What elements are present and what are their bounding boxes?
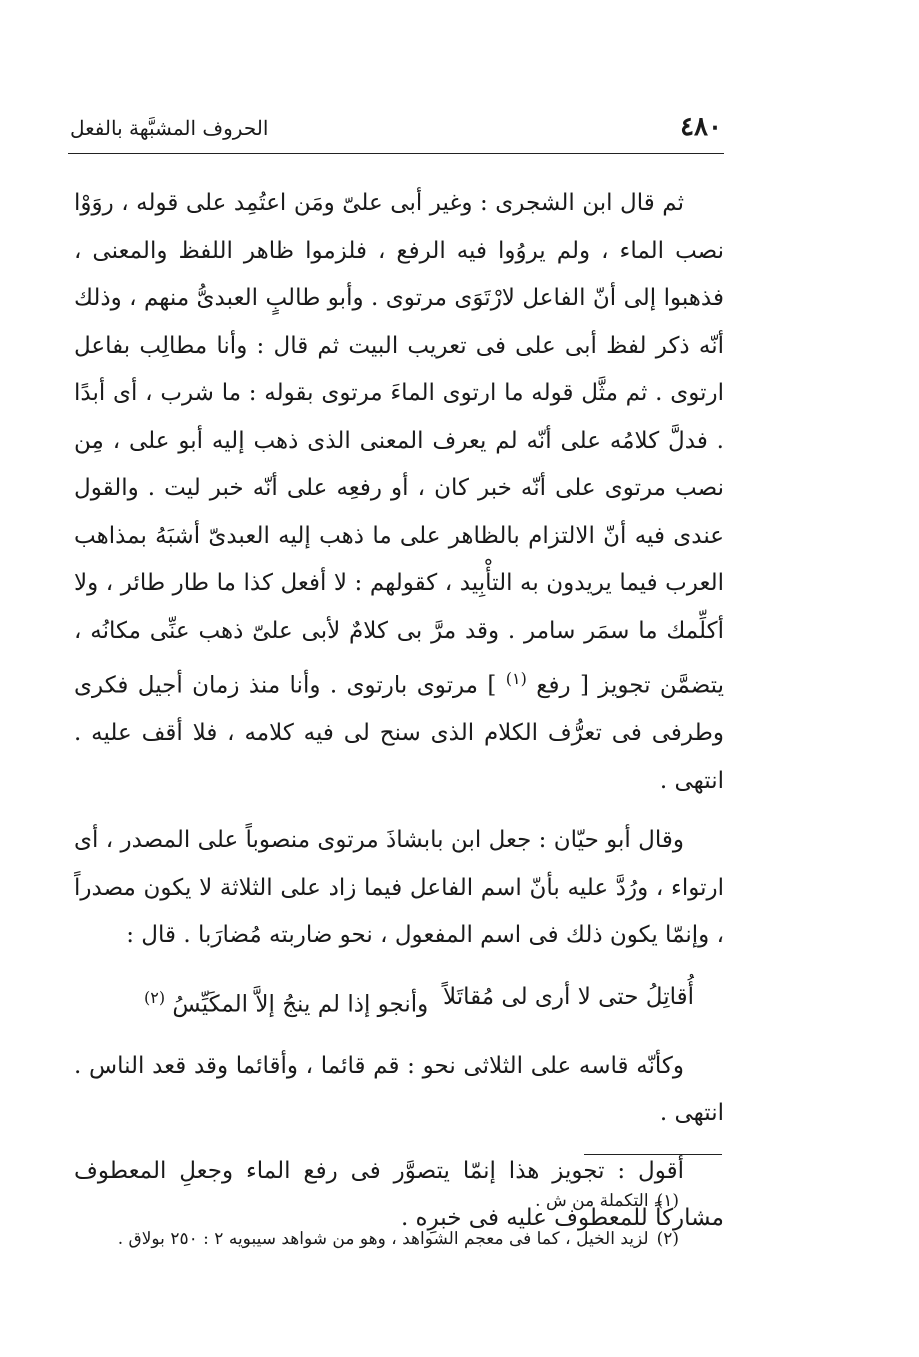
paragraph-3: وكأنّه قاسه على الثلاثى نحو : قم قائما ، وأقائما وقد قعد الناس . انتهى . bbox=[74, 1052, 724, 1127]
header-rule bbox=[68, 153, 724, 154]
verse-second-hemistich: وأنجو إذا لم ينجُ إلاَّ المكَيِّسُ bbox=[172, 991, 429, 1018]
verse-second-hemistich-wrap bbox=[144, 974, 428, 1029]
footnote-1-text: التكملة من ش . bbox=[535, 1191, 649, 1211]
footnote-1-number: (١) bbox=[656, 1191, 679, 1211]
footnote-2-text: لزيد الخيل ، كما فى معجم الشواهد ، وهو من شواهد سيبويه ٢ : ٢٥٠ بولاق . bbox=[117, 1229, 649, 1249]
footnote-marker-2: (٢) bbox=[144, 987, 166, 1007]
paragraph-1 bbox=[74, 180, 724, 805]
paragraph-4: أقول : تجويز هذا إنمّا يتصوَّر فى رفع الماء وجعلِ المعطوف مشاركاً للمعطوف عليه فى خبرِه . bbox=[74, 1157, 724, 1232]
footnote-marker-1: (١) bbox=[505, 669, 527, 688]
poetry-verse bbox=[74, 974, 724, 1029]
footnotes bbox=[74, 1182, 679, 1258]
paragraph-1-text: ثم قال ابن الشجرى : وغير أبى علىّ ومَن اعتُمِد على قوله ، روَوْا نصب الماء ، ولم يروُوا فيه الرفع ، فلزموا ظاهر اللفظ والمعنى ، فذهبوا إلى أنّ الفاعل لارْتَوَى مرتوى . وأبو طالبٍ العبدىُّ منهم ، وذلك أنّه ذكر لفظ أبى على فى تعريب البيت ثم قال : وأنا مطالِب بفاعل ارتوى . ثم مثَّل قوله ما ارتوى الماءَ مرتوى بقوله : ما شرب ، أى أبدًا . فدلَّ كلامُه على أنّه لم يعرف المعنى الذى ذهب إليه أبو على ، مِن نصب مرتوى على أنّه خبر كان ، أو رفعِه على أنّه خبر ليت . والقول عندى فيه أنّ الالتزام بالظاهر على ما ذهب إليه العبدىّ أشبَهُ بمذاهب العرب فيما يريدون به التأْبِيد ، كقولهم : لا أفعل كذا ما طار طائر ، ولا أكلِّمك ما سمَر سامر . وقد مرَّ بى كلامٌ لأبى علىّ ذهب عنِّى مكانُه ، يتضمَّن تجويز [ رفع bbox=[74, 190, 725, 699]
main-text bbox=[74, 180, 724, 1243]
footnote-2 bbox=[74, 1220, 679, 1258]
paragraph-1-end: ] مرتوى بارتوى . وأنا منذ زمان أجيل فكرى وطرفى فى تعرُّف الكلام الذى سنح لى فيه كلامه ، فلا أقف عليه . انتهى . bbox=[74, 672, 724, 794]
paragraph-2: وقال أبو حيّان : جعل ابن بابشاذَ مرتوى منصوباً على المصدر ، أى ارتواء ، ورُدَّ عليه بأنّ اسم الفاعل فيما زاد على الثلاثة لا يكون مصدراً ، وإنمّا يكون ذلك فى اسم المفعول ، نحو ضاربته مُضارَبا . قال : bbox=[74, 827, 724, 949]
running-title: الحروف المشبَّهة بالفعل bbox=[70, 116, 269, 140]
footnote-1 bbox=[74, 1182, 679, 1220]
footnote-rule bbox=[584, 1154, 722, 1155]
verse-first-hemistich: أُقاتِلُ حتى لا أرى لى مُقاتَلاً bbox=[443, 983, 694, 1010]
page-number: ٤٨٠ bbox=[680, 112, 722, 142]
page-header bbox=[70, 108, 722, 148]
footnote-2-number: (٢) bbox=[656, 1229, 679, 1249]
